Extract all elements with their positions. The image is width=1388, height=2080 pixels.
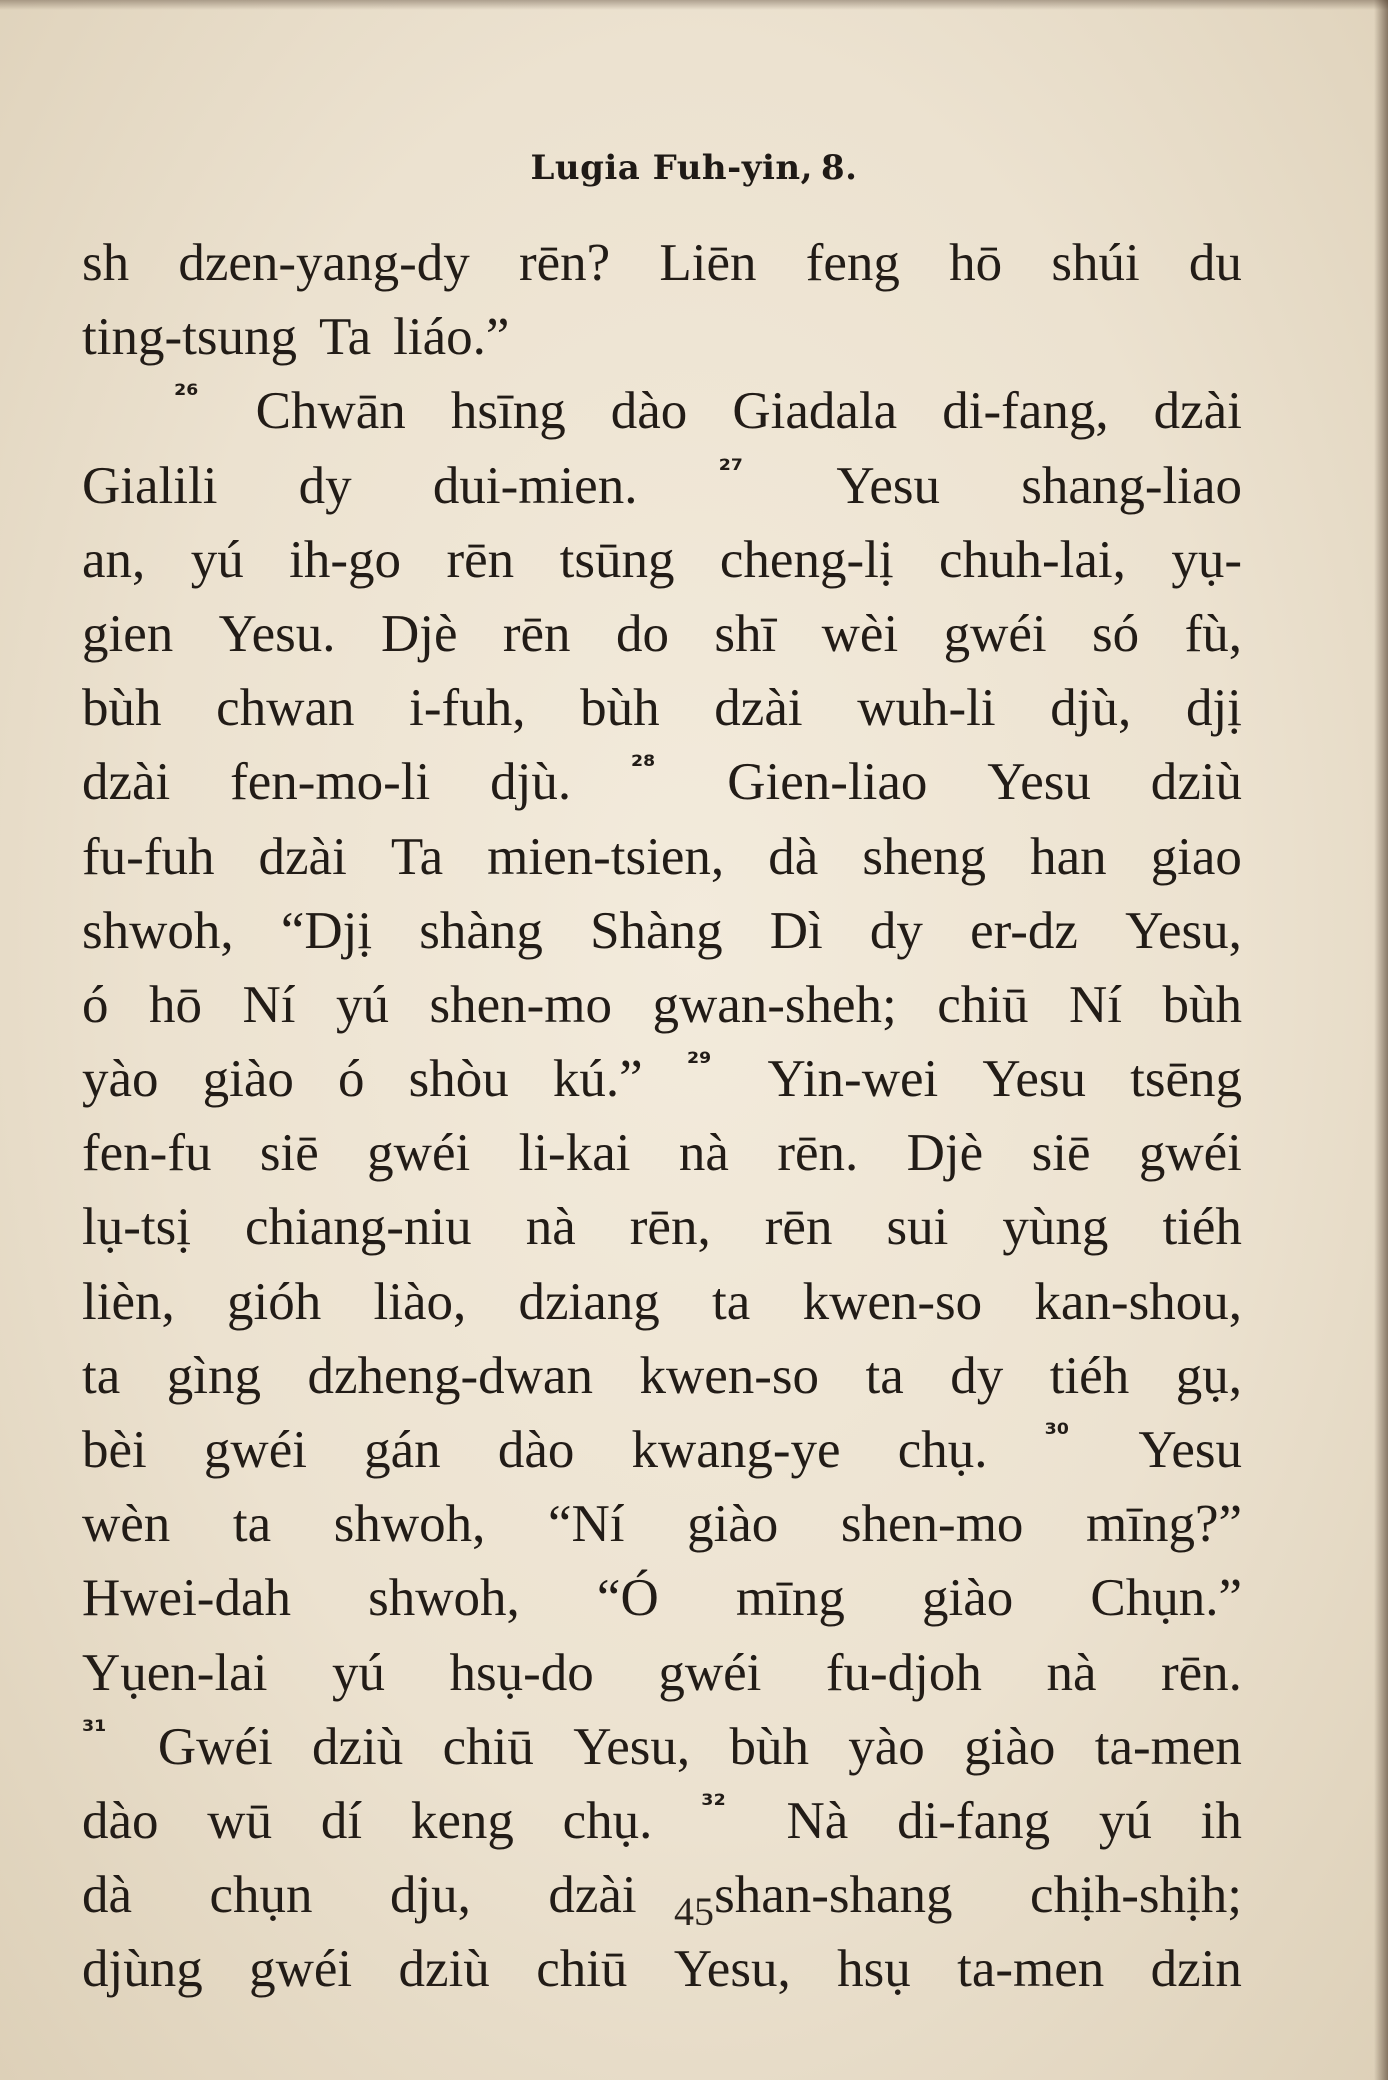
text-line xyxy=(82,374,1242,448)
word: di-fang xyxy=(897,1791,1051,1850)
text-line xyxy=(82,1932,1242,2006)
word: chụ. xyxy=(897,1421,988,1479)
word: Djè xyxy=(380,604,458,663)
word: fù, xyxy=(1184,604,1242,663)
word: do xyxy=(615,604,669,663)
word: chiū xyxy=(442,1717,534,1776)
verse-number: ²⁸ xyxy=(630,749,656,783)
word: yào xyxy=(848,1717,925,1776)
word: Liēn xyxy=(659,234,757,292)
word: Gwéi xyxy=(157,1717,273,1776)
text-line xyxy=(82,300,1242,374)
verse-number: ²⁷ xyxy=(718,452,744,486)
word: giào xyxy=(921,1569,1014,1628)
word: hō xyxy=(949,234,1003,292)
word: shen-mo xyxy=(429,975,612,1034)
word: wèi xyxy=(821,604,899,663)
word: du xyxy=(1188,234,1242,292)
text-line xyxy=(82,1710,1242,1784)
text-line xyxy=(82,1561,1242,1635)
word: Giadala xyxy=(732,382,898,441)
word: tsēng xyxy=(1130,1050,1242,1109)
word: kan-shou, xyxy=(1034,1272,1242,1331)
word: dào xyxy=(610,382,688,441)
word: gán xyxy=(364,1421,441,1479)
word: lièn, xyxy=(82,1272,175,1331)
text-line xyxy=(82,1190,1242,1264)
word: só xyxy=(1092,604,1140,663)
text-line xyxy=(82,1636,1242,1710)
word: ta xyxy=(865,1346,904,1405)
header-book-title: Lugia Fuh-yin, xyxy=(530,148,813,188)
word: bùh xyxy=(82,679,162,738)
word: li-kai xyxy=(518,1124,631,1183)
word: ting-tsung xyxy=(82,308,297,367)
verse-number: ³² xyxy=(701,1787,726,1821)
word: Yin-wei xyxy=(767,1050,939,1109)
word: Yesu. xyxy=(218,604,336,663)
word: yú xyxy=(331,1643,385,1702)
word: gụ, xyxy=(1175,1346,1242,1405)
word: Yesu xyxy=(836,456,941,515)
word: ih-go xyxy=(289,530,402,589)
word: djù, xyxy=(1050,679,1132,738)
word: tiéh xyxy=(1162,1198,1242,1257)
page-top-shadow xyxy=(0,0,1388,10)
word: dào xyxy=(82,1791,159,1850)
word: Yesu, xyxy=(1125,901,1242,960)
word: han xyxy=(1030,827,1107,886)
word: gwéi xyxy=(658,1643,762,1702)
word: Yesu xyxy=(987,753,1091,812)
word: djùng xyxy=(82,1940,203,1999)
text-line xyxy=(82,894,1242,968)
word: yùng xyxy=(1002,1198,1109,1257)
word: wèn xyxy=(82,1495,171,1554)
word: bùh xyxy=(729,1717,809,1776)
word: gwéi xyxy=(367,1124,471,1183)
word: dzen-yang-dy xyxy=(178,234,470,292)
word: siē xyxy=(1031,1124,1091,1183)
word: dziù xyxy=(1150,753,1242,812)
word: chiang-niu xyxy=(245,1198,472,1257)
word: kú.” xyxy=(552,1050,643,1109)
word: shwoh, xyxy=(82,901,234,960)
word: shòu xyxy=(408,1050,509,1109)
word: wuh-li xyxy=(857,679,996,738)
word: Yesu, xyxy=(673,1940,791,1999)
word: rēn xyxy=(502,604,571,663)
word: rēn, xyxy=(629,1198,711,1257)
word: kwen-so xyxy=(802,1272,983,1331)
word: nà xyxy=(678,1124,729,1183)
word: dzài xyxy=(1153,382,1242,441)
word: chịh-shịh; xyxy=(1029,1866,1242,1925)
word: shī xyxy=(714,604,777,663)
word: dào xyxy=(497,1421,575,1479)
word: sui xyxy=(886,1198,949,1257)
word: Yesu, xyxy=(573,1717,691,1776)
word: shwoh, xyxy=(368,1569,520,1628)
word: dui-mien. xyxy=(432,456,638,515)
word: shan-shang xyxy=(714,1866,953,1925)
word: gwan-sheh; xyxy=(652,975,897,1034)
text-line xyxy=(82,1116,1242,1190)
word: shúi xyxy=(1051,234,1140,292)
word: giao xyxy=(1150,827,1242,886)
word: liào, xyxy=(373,1272,467,1331)
word: Ta xyxy=(318,308,372,367)
word: fu-djoh xyxy=(825,1643,982,1702)
page-edge-shadow xyxy=(1374,0,1388,2080)
word: nà xyxy=(525,1198,576,1257)
word: hō xyxy=(148,975,202,1034)
word: dà xyxy=(82,1866,133,1925)
word: ih xyxy=(1200,1791,1242,1850)
word: dzin xyxy=(1150,1940,1242,1999)
word: yú xyxy=(335,975,389,1034)
word: sh xyxy=(82,234,130,292)
word: Shàng xyxy=(590,901,723,960)
running-header xyxy=(0,148,1388,188)
word: gwéi xyxy=(1138,1124,1242,1183)
word: ta xyxy=(82,1346,121,1405)
word: rēn xyxy=(764,1198,833,1257)
verse-number: ²⁹ xyxy=(686,1046,712,1080)
word: tsūng xyxy=(559,530,675,589)
word: “Ó xyxy=(596,1569,659,1628)
word: “Ní xyxy=(547,1495,625,1554)
word: di-fang, xyxy=(942,382,1109,441)
word: lụ-tsị xyxy=(82,1198,191,1257)
word: dzài xyxy=(258,827,347,886)
text-line xyxy=(82,820,1242,894)
word: giào xyxy=(687,1495,779,1554)
word: chuh-lai, xyxy=(938,530,1126,589)
word: Yesu xyxy=(1138,1421,1242,1479)
word: i-fuh, xyxy=(409,679,526,738)
word: mīng?” xyxy=(1086,1495,1242,1554)
text-line xyxy=(82,597,1242,671)
text-line xyxy=(82,671,1242,745)
word: ó xyxy=(82,975,109,1034)
verse-number: ³¹ xyxy=(82,1713,107,1747)
word: fen-mo-li xyxy=(230,753,431,812)
word: rēn? xyxy=(518,234,611,292)
page-text xyxy=(82,226,1242,2007)
word: dju, xyxy=(389,1866,471,1925)
word: dzài xyxy=(548,1866,637,1925)
word: yào xyxy=(82,1050,159,1109)
word: yụ- xyxy=(1171,530,1242,589)
word: gwéi xyxy=(249,1940,353,1999)
word: ta xyxy=(232,1495,272,1554)
word: shen-mo xyxy=(840,1495,1024,1554)
word: hsụ-do xyxy=(449,1643,594,1702)
text-line xyxy=(82,1487,1242,1561)
text-line xyxy=(82,226,1242,300)
text-line xyxy=(82,1042,1242,1116)
word: gwéi xyxy=(203,1421,307,1479)
text-line xyxy=(82,745,1242,819)
word: dziù xyxy=(398,1940,490,1999)
word: feng xyxy=(805,234,900,292)
word: yú xyxy=(1098,1791,1152,1850)
word: gióh xyxy=(227,1272,322,1331)
page-number: 45 xyxy=(674,1889,714,1934)
word: liáo.” xyxy=(393,308,510,367)
word: dzài xyxy=(714,679,803,738)
word: dy xyxy=(869,901,923,960)
word: bùh xyxy=(1162,975,1242,1034)
word: dí xyxy=(320,1791,363,1850)
word: fu-fuh xyxy=(82,827,215,886)
word: hsụ xyxy=(837,1940,911,1999)
word: kwen-so xyxy=(639,1346,820,1405)
word: ta xyxy=(712,1272,751,1331)
word: dzheng-dwan xyxy=(307,1346,593,1405)
word: chụn xyxy=(209,1866,313,1925)
word: bèi xyxy=(82,1421,147,1479)
word: mīng xyxy=(735,1569,845,1628)
word: Nà xyxy=(786,1791,849,1850)
word: wū xyxy=(207,1791,273,1850)
word: dziù xyxy=(312,1717,404,1776)
word: nà xyxy=(1046,1643,1097,1702)
word: er-dz xyxy=(970,901,1078,960)
word: yú xyxy=(190,530,244,589)
word: chwan xyxy=(216,679,355,738)
word: kwang-ye xyxy=(631,1421,841,1479)
word: Chụn.” xyxy=(1090,1569,1242,1628)
word: djị xyxy=(1185,679,1242,738)
word: an, xyxy=(82,530,146,589)
word: shwoh, xyxy=(333,1495,486,1554)
word: Chwān xyxy=(255,382,406,441)
word: cheng-lị xyxy=(719,530,894,589)
word: Yesu xyxy=(982,1050,1086,1109)
verse-number: ²⁶ xyxy=(174,378,199,412)
word: keng xyxy=(410,1791,514,1850)
word: tiéh xyxy=(1049,1346,1130,1405)
text-line xyxy=(82,1784,1242,1858)
text-line xyxy=(82,449,1242,523)
text-line xyxy=(82,968,1242,1042)
word: rēn. xyxy=(777,1124,859,1183)
word: rēn xyxy=(446,530,515,589)
word: rēn. xyxy=(1161,1643,1242,1702)
word: gien xyxy=(82,604,174,663)
word: Hwei-dah xyxy=(82,1569,291,1628)
word: siē xyxy=(259,1124,319,1183)
word: giào xyxy=(964,1717,1056,1776)
word: gwéi xyxy=(943,604,1047,663)
word: dy xyxy=(298,456,352,515)
word: dzài xyxy=(82,753,171,812)
verse-number: ³⁰ xyxy=(1044,1417,1070,1450)
word: shang-liao xyxy=(1021,456,1242,515)
word: mien-tsien, xyxy=(487,827,725,886)
word: bùh xyxy=(580,679,660,738)
text-line xyxy=(82,1413,1242,1487)
word: fen-fu xyxy=(82,1124,212,1183)
word: “Djị xyxy=(280,901,373,960)
word: Yụen-lai xyxy=(82,1643,268,1702)
word: ta-men xyxy=(1094,1717,1242,1776)
word: chiū xyxy=(536,1940,628,1999)
word: ta-men xyxy=(957,1940,1105,1999)
word: chiū xyxy=(937,975,1029,1034)
word: djù. xyxy=(490,753,572,812)
word: gìng xyxy=(166,1346,261,1405)
word: Dì xyxy=(769,901,823,960)
word: shàng xyxy=(419,901,543,960)
word: ó xyxy=(338,1050,365,1109)
word: Ní xyxy=(1069,975,1122,1034)
word: giào xyxy=(202,1050,294,1109)
word: Gialili xyxy=(82,456,218,515)
header-chapter: 8. xyxy=(821,148,858,188)
word: Ní xyxy=(242,975,296,1034)
word: Ta xyxy=(390,827,444,886)
word: dy xyxy=(950,1346,1004,1405)
word: dà xyxy=(768,827,819,886)
word: sheng xyxy=(862,827,986,886)
text-line xyxy=(82,523,1242,597)
word: chụ. xyxy=(562,1791,653,1850)
word: dziang xyxy=(518,1272,660,1331)
text-line xyxy=(82,1265,1242,1339)
word: hsīng xyxy=(450,382,566,441)
word: Gien-liao xyxy=(727,753,928,812)
word: Djè xyxy=(906,1124,984,1183)
